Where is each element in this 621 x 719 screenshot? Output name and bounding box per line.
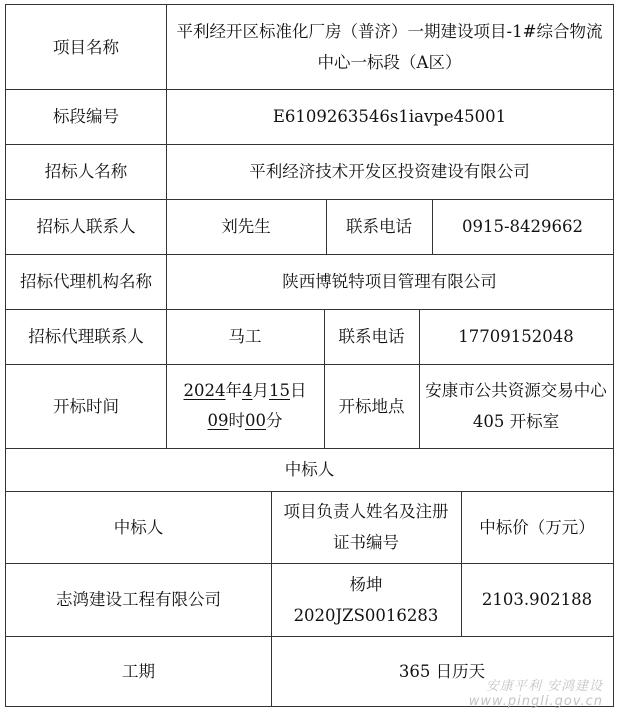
- section-no-value: E6109263546s1iavpe45001: [272, 107, 507, 126]
- opening-year: 2024: [183, 381, 226, 400]
- tenderer-contact-label: 招标人联系人: [36, 217, 136, 236]
- manager-info: [271, 563, 461, 636]
- agency-value: 陕西博锐特项目管理有限公司: [282, 272, 497, 291]
- agency-contact-value: 马工: [228, 327, 262, 346]
- agency-label: 招标代理机构名称: [20, 272, 152, 291]
- project-name-label: 项目名称: [53, 37, 119, 57]
- tenderer-label: 招标人名称: [44, 162, 128, 181]
- bid-result-table: [5, 4, 614, 707]
- opening-place-label: 开标地点: [338, 396, 405, 416]
- price-header: 中标价（万元）: [479, 517, 595, 537]
- project-name-value: 平利经开区标准化厂房（普济）一期建设项目-1#综合物流中心一标段（A区）: [176, 22, 603, 72]
- opening-place-value: 安康市公共资源交易中心 405 开标室: [425, 381, 607, 431]
- bid-price: 2103.902188: [481, 590, 593, 609]
- winner-header: 中标人: [113, 517, 164, 537]
- opening-day: 15: [269, 381, 290, 400]
- manager-name: 杨坤: [349, 574, 383, 594]
- opening-time-value: 2024年4月15日 09时00分: [183, 381, 307, 430]
- opening-hour: 09: [207, 411, 229, 430]
- agency-phone-value: 17709152048: [458, 327, 574, 346]
- tenderer-phone-value: 0915-8429662: [461, 217, 584, 236]
- agency-contact-label: 招标代理联系人: [28, 327, 144, 346]
- opening-minute: 00: [245, 411, 266, 430]
- tenderer-contact-value: 刘先生: [221, 217, 271, 236]
- manager-header: 项目负责人姓名及注册证书编号: [283, 502, 449, 552]
- winner-section-title: 中标人: [284, 460, 335, 479]
- tenderer-value: 平利经济技术开发区投资建设有限公司: [249, 162, 530, 181]
- opening-time-label: 开标时间: [53, 396, 119, 416]
- winner-name: 志鸿建设工程有限公司: [56, 590, 221, 609]
- manager-cert: 2020JZS0016283: [293, 605, 439, 625]
- section-no-label: 标段编号: [53, 107, 119, 126]
- tenderer-phone-label: 联系电话: [346, 217, 412, 236]
- watermark: 安康平利 安鸿建设 www.pingli.gov.cn: [468, 679, 603, 709]
- agency-phone-label: 联系电话: [338, 327, 405, 346]
- opening-month: 4: [242, 381, 253, 400]
- duration-label: 工期: [122, 662, 155, 681]
- duration-value: 365 日历天: [398, 662, 486, 681]
